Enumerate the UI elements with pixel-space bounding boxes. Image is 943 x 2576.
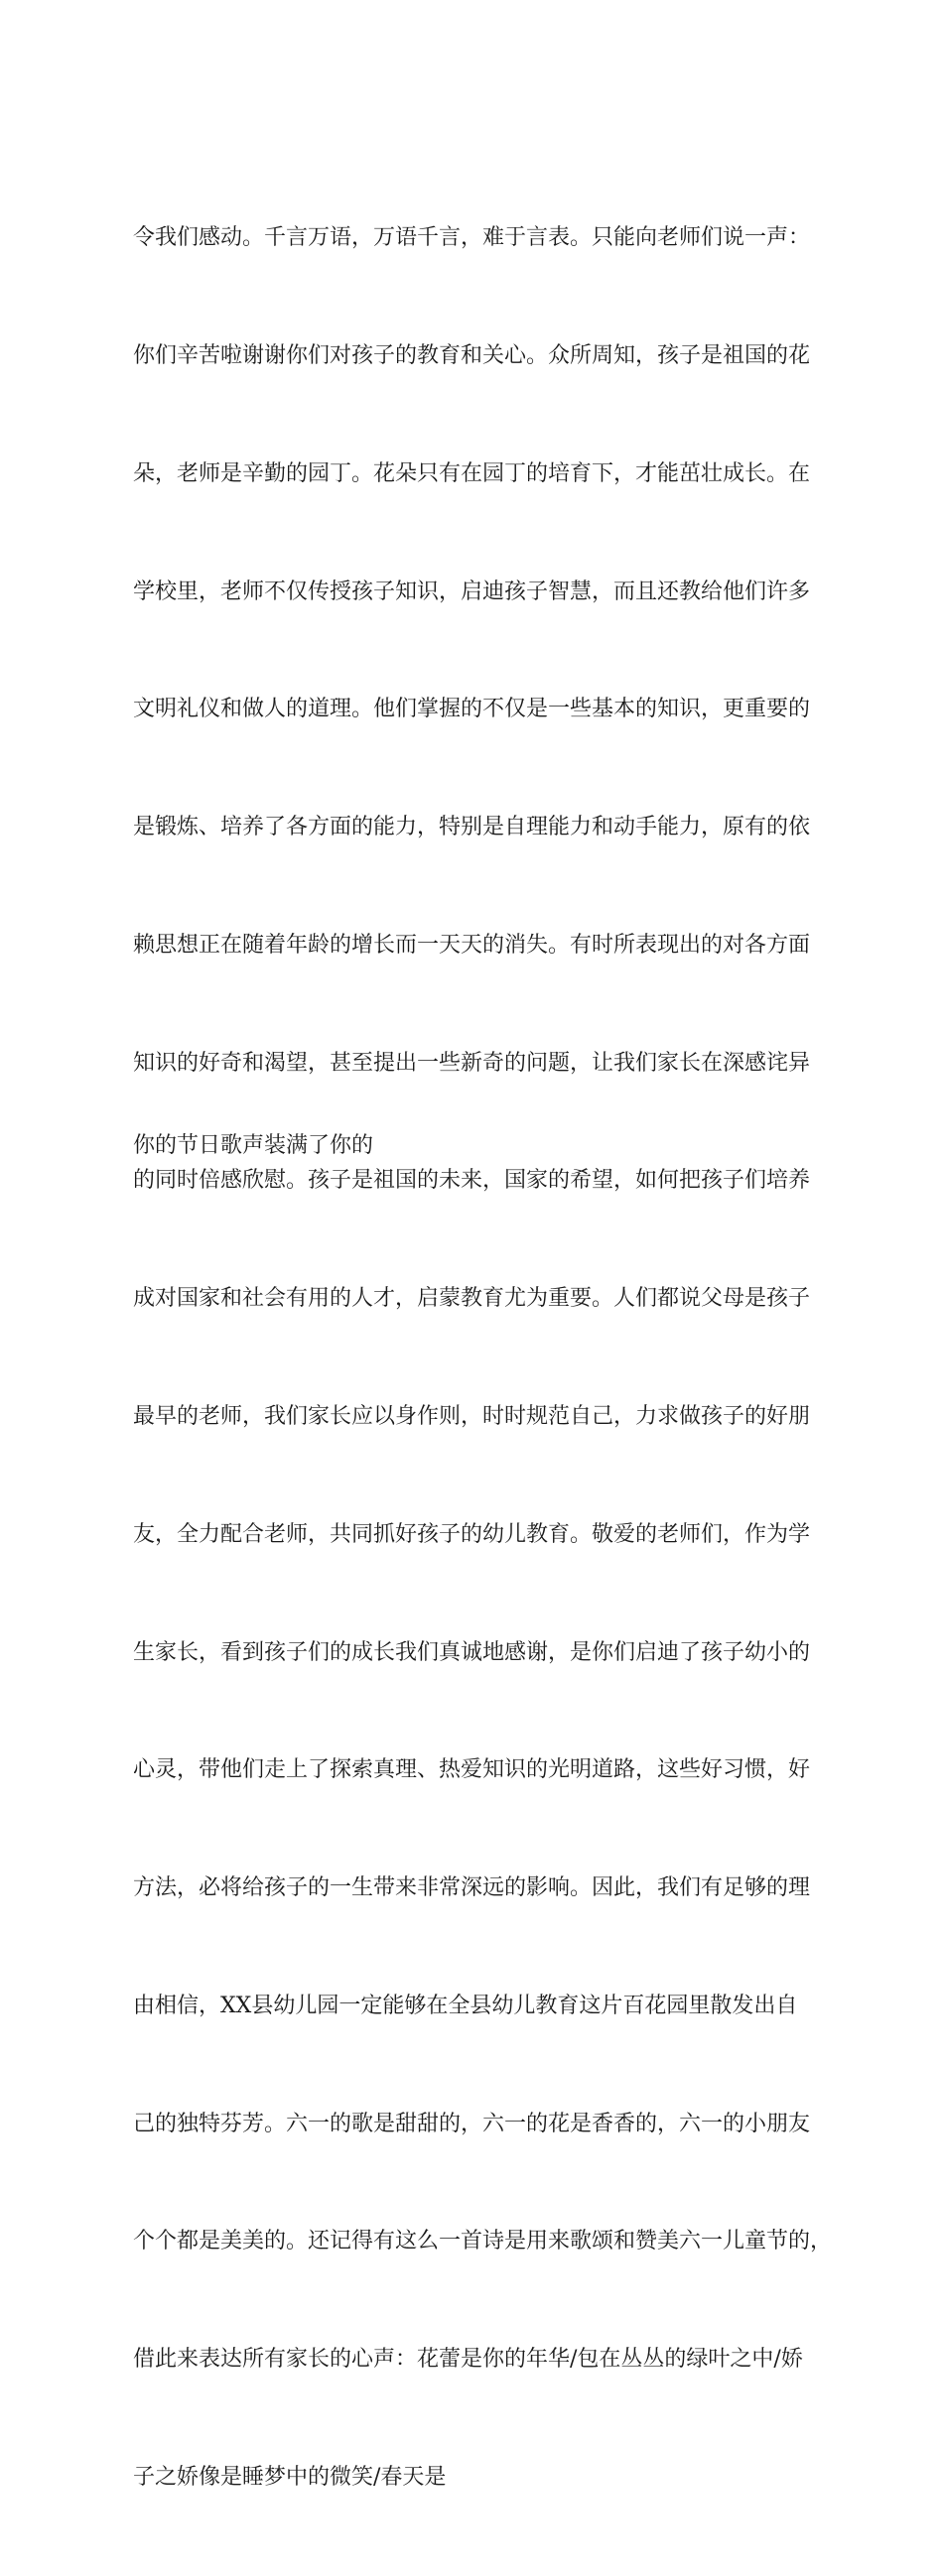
paragraph-line: 子之娇像是睡梦中的微笑/春天是 <box>133 2465 447 2491</box>
paragraph-line: 朵，老师是辛勤的园丁。花朵只有在园丁的培育下，才能茁壮成长。在 <box>133 460 811 486</box>
paragraph-line: 借此来表达所有家长的心声：花蕾是你的年华/包在丛丛的绿叶之中/娇 <box>133 2347 803 2373</box>
paragraph-line: 赖思想正在随着年龄的增长而一天天的消失。有时所表现出的对各方面 <box>133 932 811 958</box>
paragraph-line: 学校里，老师不仅传授孩子知识，启迪孩子智慧，而且还教给他们许多 <box>133 579 811 604</box>
paragraph-line: 最早的老师，我们家长应以身作则，时时规范自己，力求做孩子的好朋 <box>133 1404 811 1429</box>
paragraph-line: 令我们感动。千言万语，万语千言，难于言表。只能向老师们说一声： <box>133 225 811 251</box>
paragraph-line: 成对国家和社会有用的人才，启蒙教育尤为重要。人们都说父母是孩子 <box>133 1286 811 1312</box>
paragraph-line: 方法，必将给孩子的一生带来非常深远的影响。因此，我们有足够的理 <box>133 1875 811 1901</box>
paragraph-line: 心灵，带他们走上了探索真理、热爱知识的光明道路，这些好习惯，好 <box>133 1757 811 1783</box>
paragraph-line: 生家长，看到孩子们的成长我们真诚地感谢，是你们启迪了孩子幼小的 <box>133 1639 811 1665</box>
paragraph-line: 文明礼仪和做人的道理。他们掌握的不仅是一些基本的知识，更重要的 <box>133 697 811 722</box>
trailing-line: 你的节日歌声装满了你的 <box>133 1133 374 1158</box>
paragraph-line: 你们辛苦啦谢谢你们对孩子的教育和关心。众所周知，孩子是祖国的花 <box>133 342 811 368</box>
paragraph-line: 知识的好奇和渴望，甚至提出一些新奇的问题，让我们家长在深感诧异 <box>133 1050 811 1076</box>
body-paragraph <box>133 140 848 2576</box>
paragraph-line: 由相信，XX县幼儿园一定能够在全县幼儿教育这片百花园里散发出自 <box>133 1993 798 2018</box>
paragraph-line: 己的独特芬芳。六一的歌是甜甜的，六一的花是香香的，六一的小朋友 <box>133 2111 811 2136</box>
paragraph-line: 个个都是美美的。还记得有这么一首诗是用来歌颂和赞美六一儿童节的， <box>133 2229 833 2254</box>
paragraph-line: 友，全力配合老师，共同抓好孩子的幼儿教育。敬爱的老师们，作为学 <box>133 1521 811 1547</box>
paragraph-line: 是锻炼、培养了各方面的能力，特别是自理能力和动手能力，原有的依 <box>133 815 811 840</box>
paragraph-line: 的同时倍感欣慰。孩子是祖国的未来，国家的希望，如何把孩子们培养 <box>133 1168 811 1194</box>
